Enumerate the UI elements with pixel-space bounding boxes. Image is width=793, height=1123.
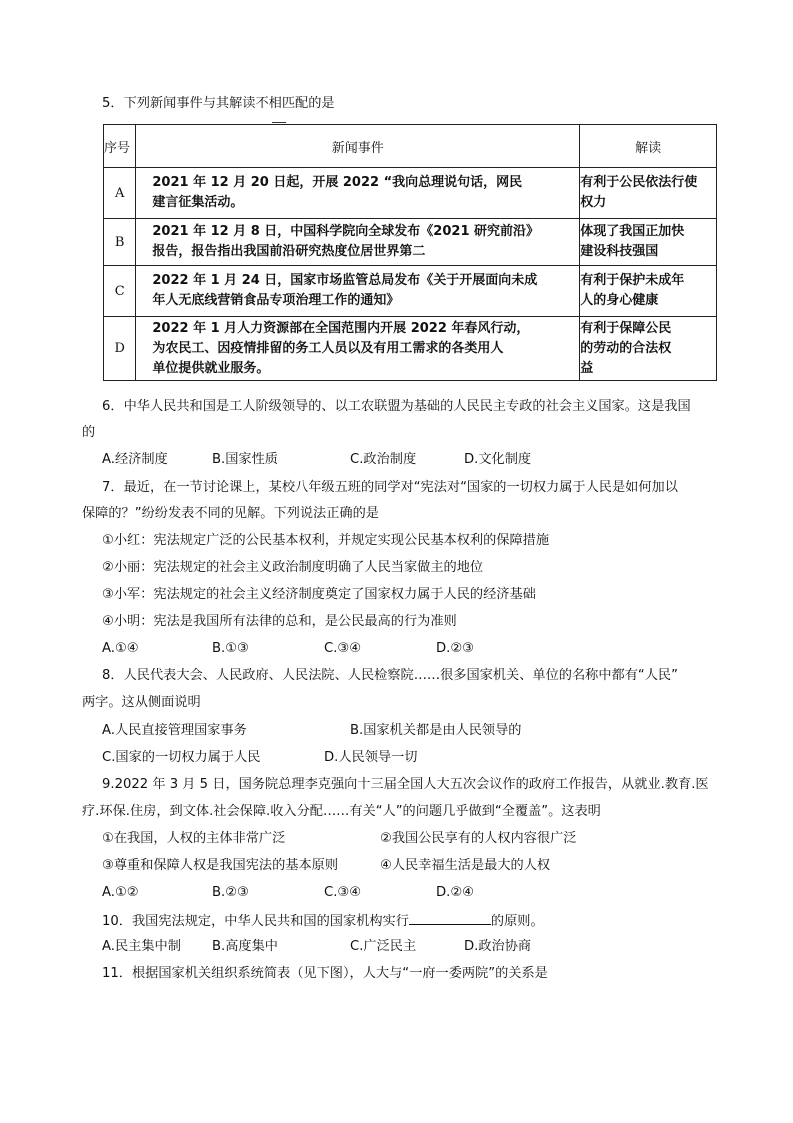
- q7-stem-line1: 7．最近，在一节讨论课上，某校八年级五班的同学对“宪法对“国家的一切权力属于人民是如何加以: [102, 480, 678, 495]
- event-line: 单位提供就业服务。: [152, 360, 270, 376]
- q9-option-b: B.②③: [212, 885, 249, 900]
- q8-stem-line1: 8．人民代表大会、人民政府、人民法院、人民检察院……很多国家机关、单位的名称中都有“人民”: [102, 668, 678, 683]
- news-table: [103, 124, 717, 381]
- interp-line: 有利于保障公民: [580, 320, 672, 336]
- q5-stem: 5．下列新闻事件与其解读不相匹配的是: [102, 96, 335, 111]
- q10-stem-before: 10．我国宪法规定，中华人民共和国的国家机构实行: [102, 914, 409, 929]
- q10-stem-after: 的原则。: [490, 914, 544, 929]
- q6-option-b: B.国家性质: [212, 452, 278, 467]
- interp-line: 权力: [580, 195, 607, 210]
- interp-line: 的劳动的合法权: [580, 340, 672, 356]
- answer-blank: [409, 911, 491, 925]
- q9-option-d: D.②④: [436, 885, 474, 900]
- q6-option-a: A.经济制度: [102, 452, 168, 467]
- q10-option-b: B.高度集中: [212, 939, 278, 954]
- event-line: 2021 年 12 月 8 日，中国科学院向全球发布《2021 研究前沿》: [152, 224, 540, 239]
- q9-option-a: A.①②: [102, 885, 139, 900]
- q7-item-1: ①小红：宪法规定广泛的公民基本权利，并规定实现公民基本权利的保障措施: [102, 533, 550, 548]
- q10-option-c: C.广泛民主: [350, 939, 417, 954]
- row-event: [136, 219, 580, 266]
- table-row: [104, 219, 717, 266]
- q10-stem: [102, 911, 544, 931]
- q7-item-3: ③小军：宪法规定的社会主义经济制度奠定了国家权力属于人民的经济基础: [102, 587, 536, 602]
- interp-line: 体现了我国正加快: [580, 224, 685, 239]
- q11-stem: 11．根据国家机关组织系统简表（见下图），人大与“一府一委两院”的关系是: [102, 966, 548, 981]
- interp-line: 有利于保护未成年: [580, 273, 685, 288]
- interp-line: 建设科技强国: [580, 244, 659, 259]
- q9-stem-line2: 疗.环保.住房，到文体.社会保障.收入分配……有关“人”的问题几乎做到“全覆盖”。这表明: [82, 804, 601, 819]
- header-interp: 解读: [580, 125, 717, 168]
- header-event: 新闻事件: [136, 125, 580, 168]
- table-row: [104, 266, 717, 317]
- q7-option-b: B.①③: [212, 641, 249, 656]
- event-line: 年人无底线营销食品专项治理工作的通知》: [152, 293, 400, 308]
- q7-item-4: ④小明：宪法是我国所有法律的总和，是公民最高的行为准则: [102, 614, 457, 629]
- q9-item-3: ③尊重和保障人权是我国宪法的基本原则: [102, 858, 339, 873]
- q8-option-d: D.人民领导一切: [324, 750, 418, 765]
- q7-item-2: ②小丽：宪法规定的社会主义政治制度明确了人民当家做主的地位: [102, 560, 484, 575]
- table-header-row: [104, 125, 717, 168]
- row-event: [136, 168, 580, 219]
- q6-stem-line1: 6．中华人民共和国是工人阶级领导的、以工农联盟为基础的人民民主专政的社会主义国家。这是我国: [102, 399, 691, 414]
- row-interp: [580, 219, 717, 266]
- header-seq: 序号: [104, 125, 136, 168]
- event-line: 报告，报告指出我国前沿研究热度位居世界第二: [152, 244, 426, 259]
- row-seq: D: [104, 317, 136, 381]
- row-event: [136, 266, 580, 317]
- q7-option-a: A.①④: [102, 641, 139, 656]
- row-interp: [580, 266, 717, 317]
- interp-line: 有利于公民依法行使: [580, 175, 698, 190]
- q8-option-a: A.人民直接管理国家事务: [102, 723, 247, 738]
- q8-stem-line2: 两字。这从侧面说明: [82, 695, 201, 710]
- event-line: 2022 年 1 月 24 日，国家市场监管总局发布《关于开展面向未成: [152, 273, 538, 288]
- q6-stem-line2: 的: [82, 425, 96, 440]
- q9-item-4: ④人民幸福生活是最大的人权: [380, 858, 551, 873]
- q7-option-c: C.③④: [324, 641, 362, 656]
- interp-line: 人的身心健康: [580, 293, 659, 308]
- q8-option-b: B.国家机关都是由人民领导的: [350, 723, 522, 738]
- q9-item-2: ②我国公民享有的人权内容很广泛: [380, 831, 577, 846]
- q10-option-a: A.民主集中制: [102, 939, 181, 954]
- row-interp: [580, 317, 717, 381]
- event-line: 2022 年 1 月人力资源部在全国范围内开展 2022 年春风行动，: [152, 320, 530, 336]
- q9-item-1: ①在我国，人权的主体非常广泛: [102, 831, 286, 846]
- event-line: 2021 年 12 月 20 日起，开展 2022 “我向总理说句话，网民: [152, 175, 523, 190]
- row-seq: A: [104, 168, 136, 219]
- q7-option-d: D.②③: [436, 641, 474, 656]
- interp-line: 益: [580, 360, 594, 376]
- row-seq: B: [104, 219, 136, 266]
- q7-stem-line2: 保障的？”纷纷发表不同的见解。下列说法正确的是: [82, 506, 379, 521]
- row-seq: C: [104, 266, 136, 317]
- q6-option-c: C.政治制度: [350, 452, 417, 467]
- stray-mark: [272, 122, 286, 123]
- q8-option-c: C.国家的一切权力属于人民: [102, 750, 261, 765]
- q6-option-d: D.文化制度: [464, 452, 532, 467]
- table-row: [104, 317, 717, 381]
- q9-stem-line1: 9.2022 年 3 月 5 日，国务院总理李克强向十三届全国人大五次会议作的政府工作报告，从就业.教育.医: [102, 777, 709, 792]
- event-line: 建言征集活动。: [152, 195, 244, 210]
- q9-option-c: C.③④: [324, 885, 362, 900]
- row-event: [136, 317, 580, 381]
- q10-option-d: D.政治协商: [464, 939, 532, 954]
- event-line: 为农民工、因疫情排留的务工人员以及有用工需求的各类用人: [152, 340, 504, 356]
- row-interp: [580, 168, 717, 219]
- table-row: [104, 168, 717, 219]
